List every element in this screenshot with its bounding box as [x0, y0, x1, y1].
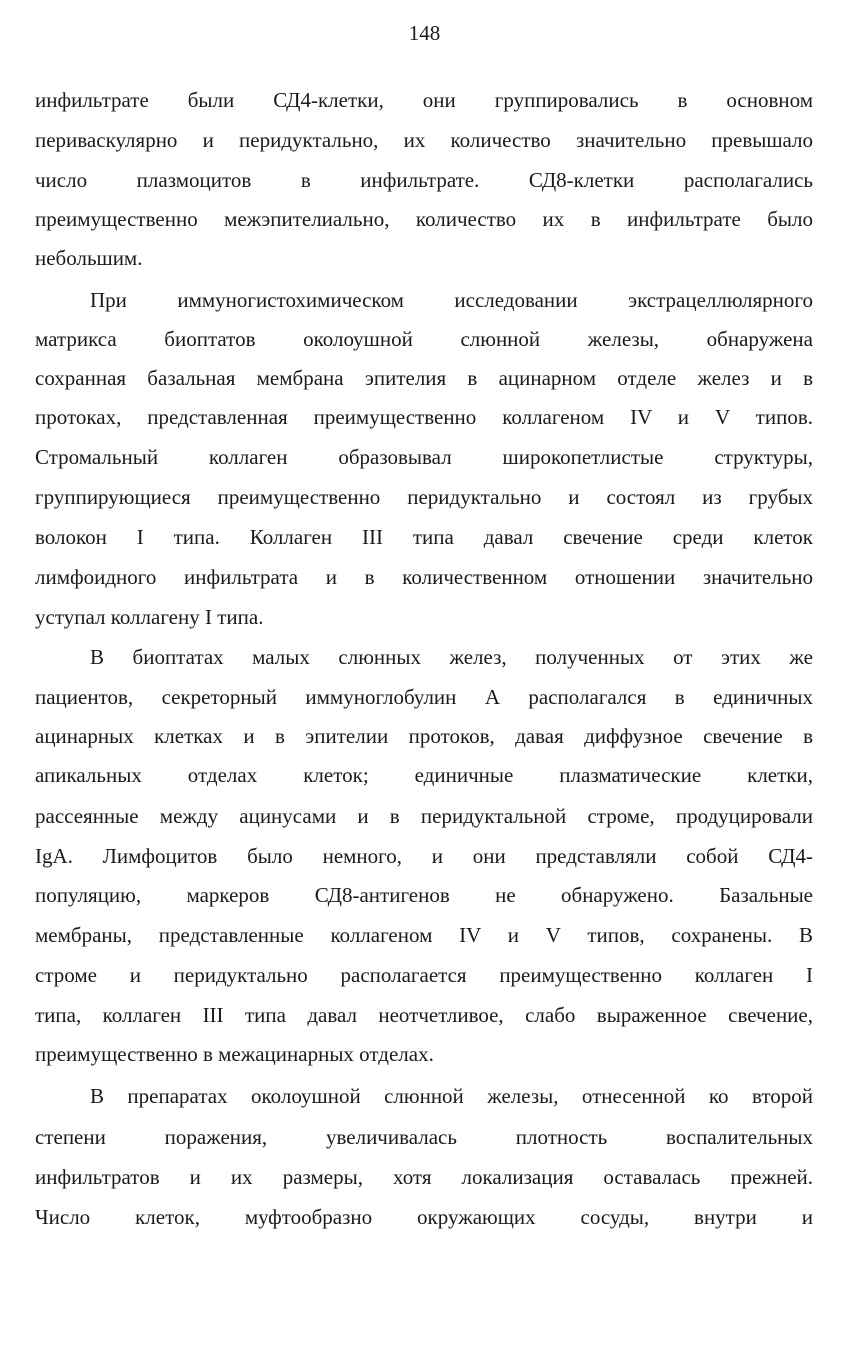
text-line: матрикса биоптатов околоушной слюнной железы, обнаружена	[35, 327, 813, 351]
text-line: строме и перидуктально располагается преимущественно коллаген I	[35, 963, 813, 987]
text-line: В биоптатах малых слюнных желез, полученных от этих же	[90, 645, 813, 669]
text-line: уступал коллагену I типа.	[35, 605, 264, 629]
text-line: ацинарных клетках и в эпителии протоков, давая диффузное свечение в	[35, 724, 813, 748]
text-line: популяцию, маркеров СД8-антигенов не обнаружено. Базальные	[35, 883, 813, 907]
text-line: рассеянные между ацинусами и в перидуктальной строме, продуцировали	[35, 804, 813, 828]
text-line: преимущественно в межацинарных отделах.	[35, 1042, 434, 1066]
text-line: периваскулярно и перидуктально, их количество значительно превышало	[35, 128, 813, 152]
text-line: сохранная базальная мембрана эпителия в ацинарном отделе желез и в	[35, 366, 813, 390]
text-line: протоках, представленная преимущественно коллагеном IV и V типов.	[35, 405, 813, 429]
text-line: небольшим.	[35, 246, 143, 270]
text-line: типа, коллаген III типа давал неотчетливое, слабо выраженное свечение,	[35, 1003, 813, 1027]
text-line: пациентов, секреторный иммуноглобулин А располагался в единичных	[35, 685, 813, 709]
text-line: степени поражения, увеличивалась плотность воспалительных	[35, 1125, 813, 1149]
text-line: число плазмоцитов в инфильтрате. СД8-клетки располагались	[35, 168, 813, 192]
text-line: IgA. Лимфоцитов было немного, и они представляли собой СД4-	[35, 844, 813, 868]
text-line: Стромальный коллаген образовывал широкопетлистые структуры,	[35, 445, 813, 469]
text-line: Число клеток, муфтообразно окружающих сосуды, внутри и	[35, 1205, 813, 1229]
text-line: инфильтратов и их размеры, хотя локализация оставалась прежней.	[35, 1165, 813, 1189]
page-number: 148	[408, 21, 441, 45]
text-line: преимущественно межэпителиально, количество их в инфильтрате было	[35, 207, 813, 231]
text-line: инфильтрате были СД4-клетки, они группировались в основном	[35, 88, 813, 112]
text-line: мембраны, представленные коллагеном IV и V типов, сохранены. В	[35, 923, 813, 947]
text-line: При иммуногистохимическом исследовании экстрацеллюлярного	[90, 288, 813, 312]
text-line: лимфоидного инфильтрата и в количественном отношении значительно	[35, 565, 813, 589]
text-line: группирующиеся преимущественно перидуктально и состоял из грубых	[35, 485, 813, 509]
text-line: волокон I типа. Коллаген III типа давал свечение среди клеток	[35, 525, 813, 549]
text-line: В препаратах околоушной слюнной железы, отнесенной ко второй	[90, 1084, 813, 1108]
text-line: апикальных отделах клеток; единичные плазматические клетки,	[35, 763, 813, 787]
